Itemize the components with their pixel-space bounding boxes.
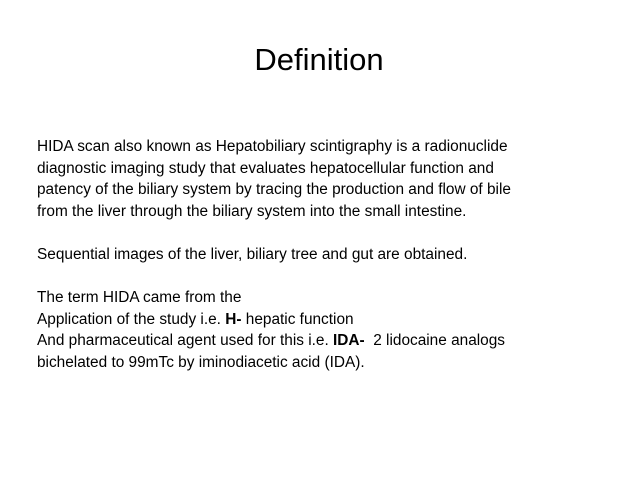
text-line: patency of the biliary system by tracing the production and flow of bile [37,181,511,199]
text-line: diagnostic imaging study that evaluates hepatocellular function and [37,159,494,177]
text-line [37,309,617,331]
text-line [37,330,617,352]
slide-title: Definition [254,42,384,77]
text-line: Sequential images of the liver, biliary tree and gut are obtained. [37,245,468,263]
text-line: HIDA scan also known as Hepatobiliary scintigraphy is a radionuclide [37,138,508,155]
definition-paragraph [37,136,617,222]
bold-term-ida: IDA- [333,332,365,350]
hida-term-paragraph [37,287,617,373]
text-fragment: And pharmaceutical agent used for this i.e. [37,332,334,350]
bold-term-h: H- [225,310,242,328]
text-fragment: 2 lidocaine analogs [364,332,505,350]
sequential-images-paragraph [37,244,617,266]
text-line: from the liver through the biliary system into the small intestine. [37,202,467,220]
text-line: The term HIDA came from the [37,289,242,307]
text-fragment: hepatic function [241,310,354,328]
text-line: bichelated to 99mTc by iminodiacetic acid (IDA). [37,353,365,371]
slide-body [37,136,617,374]
text-fragment: Application of the study i.e. [37,310,226,328]
